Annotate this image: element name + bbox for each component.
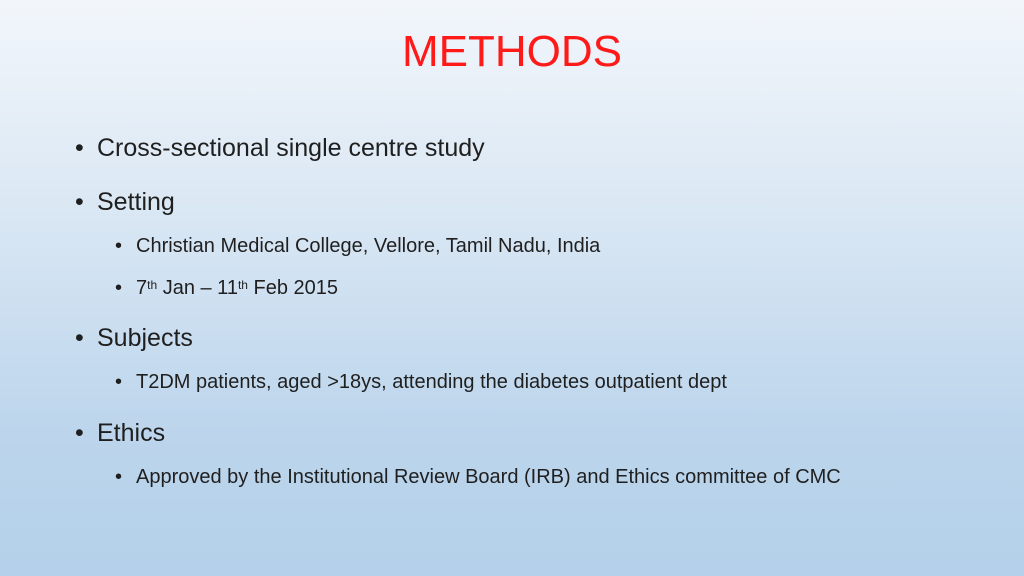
bullet-subjects bbox=[75, 323, 193, 353]
bullet-marker: • bbox=[75, 134, 84, 162]
bullet-ethics bbox=[75, 418, 165, 448]
bullet-text: Approved by the Institutional Review Board (IRB) and Ethics committee of CMC bbox=[136, 466, 841, 488]
date-start-suffix: th bbox=[147, 277, 158, 292]
bullet-marker: • bbox=[75, 324, 84, 352]
bullet-marker: • bbox=[115, 277, 123, 299]
sub-bullet-setting-date bbox=[115, 276, 338, 300]
bullet-study-design bbox=[75, 133, 485, 163]
bullet-text: T2DM patients, aged >18ys, attending the diabetes outpatient dept bbox=[136, 371, 727, 393]
sub-bullet-ethics-detail bbox=[115, 465, 841, 489]
bullet-marker: • bbox=[115, 235, 123, 257]
bullet-marker: • bbox=[115, 466, 123, 488]
bullet-text: Christian Medical College, Vellore, Tamil Nadu, India bbox=[136, 235, 601, 257]
date-end-rest: Feb 2015 bbox=[247, 277, 339, 299]
date-start-day: 7 bbox=[136, 277, 148, 299]
bullet-marker: • bbox=[75, 419, 84, 447]
sub-bullet-setting-place bbox=[115, 234, 600, 258]
slide-title: METHODS bbox=[402, 27, 622, 76]
bullet-text: Setting bbox=[97, 188, 175, 216]
date-end-suffix: th bbox=[237, 277, 248, 292]
bullet-marker: • bbox=[75, 188, 84, 216]
bullet-text: Cross-sectional single centre study bbox=[97, 134, 485, 162]
date-start-month: Jan – 11 bbox=[157, 277, 238, 299]
bullet-setting bbox=[75, 187, 175, 217]
bullet-text: Subjects bbox=[97, 324, 193, 352]
bullet-text: Ethics bbox=[97, 419, 166, 447]
sub-bullet-subjects-detail bbox=[115, 370, 727, 394]
bullet-marker: • bbox=[115, 371, 123, 393]
